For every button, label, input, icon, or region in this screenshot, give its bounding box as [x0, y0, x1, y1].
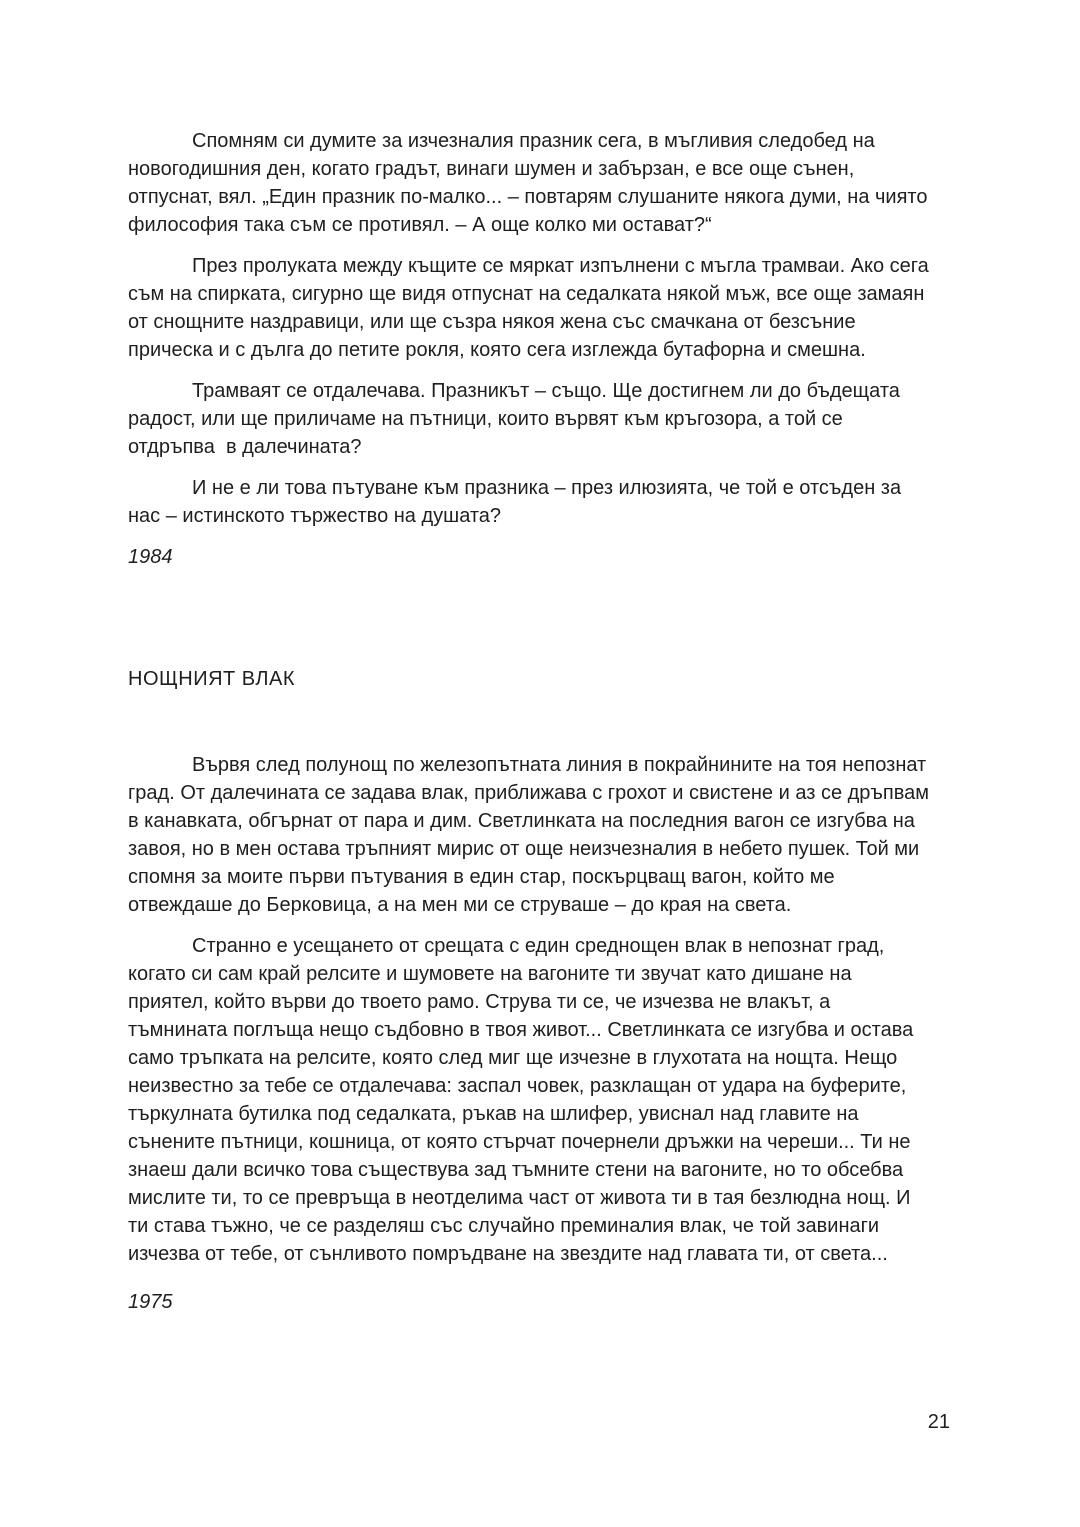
page-content [128, 127, 935, 1316]
page-number: 21 [927, 1411, 950, 1433]
paragraph: Трамваят се отдалечава. Празникът – също. Ще достигнем ли до бъдещата радост, или ще приличаме на пътници, които вървят към кръгозора, а той се отдръпва в далечината? [128, 380, 906, 458]
paragraph: През пролуката между къщите се мяркат изпълнени с мъгла трамваи. Ако сега съм на спирката, сигурно ще видя отпуснат на седалката някой мъж, все още замаян от снощните наздравици, или ще съзра някоя жена със смачкана от безсъние прическа и с дълга до петите рокля, която сега изглежда бутафорна и смешна. [128, 255, 935, 361]
paragraph: Спомням си думите за изчезналия празник сега, в мъгливия следобед на новогодишния ден, когато градът, винаги шумен и забързан, е все още сънен, отпуснат, вял. „Един празник по-малко... – повтарям слушаните някога думи, на чиято философия така съм се противял. – А още колко ми остават?“ [128, 130, 934, 236]
section-title-night-train: НОЩНИЯТ ВЛАК [128, 668, 296, 690]
paragraph: Странно е усещането от срещата с един среднощен влак в непознат град, когато си сам край релсите и шумовете на вагоните ти звучат като дишане на приятел, който върви до твоето рамо. Струва ти се, че изчезва не влакът, а тъмнината поглъща нещо съдбовно в твоя живот... Светлинката се изгубва и остава само тръпката на релсите, която след миг ще изчезне в глухотата на нощта. Нещо неизвестно за тебе се отдалечава: заспал човек, разклащан от удара на буферите, търкулната бутилка под седалката, ръкав на шлифер, увиснал над главите на сънените пътници, кошница, от която стърчат почернели дръжки на череши... Ти не знаеш дали всичко това съществува зад тъмните стени на вагоните, но то обсебва мислите ти, то се превръща в неотделима част от живота ти в тая безлюдна нощ. И ти става тъжно, че се разделяш със случайно преминалия влак, че той завинаги изчезва от тебе, от сънливото помръдване на звездите над главата ти, от света... [128, 935, 919, 1265]
essay-year-1975: 1975 [128, 1291, 173, 1313]
paragraph: Вървя след полунощ по железопътната линия в покрайнините на тоя непознат град. От далечината се задава влак, приближава с грохот и свистене и аз се дръпвам в канавката, обгърнат от пара и дим. Светлинката на последния вагон се изгубва на завоя, но в мен остава тръпният мирис от още неизчезналия в небето пушек. Той ми спомня за моите първи пътувания в един стар, поскърцващ вагон, който ме отвеждаше до Берковица, а на мен ми се струваше – до края на света. [128, 754, 935, 916]
essay-year-1984: 1984 [128, 546, 173, 568]
paragraph: И не е ли това пътуване към празника – през илюзията, че той е отсъден за нас – истинското тържество на душата? [128, 477, 907, 527]
